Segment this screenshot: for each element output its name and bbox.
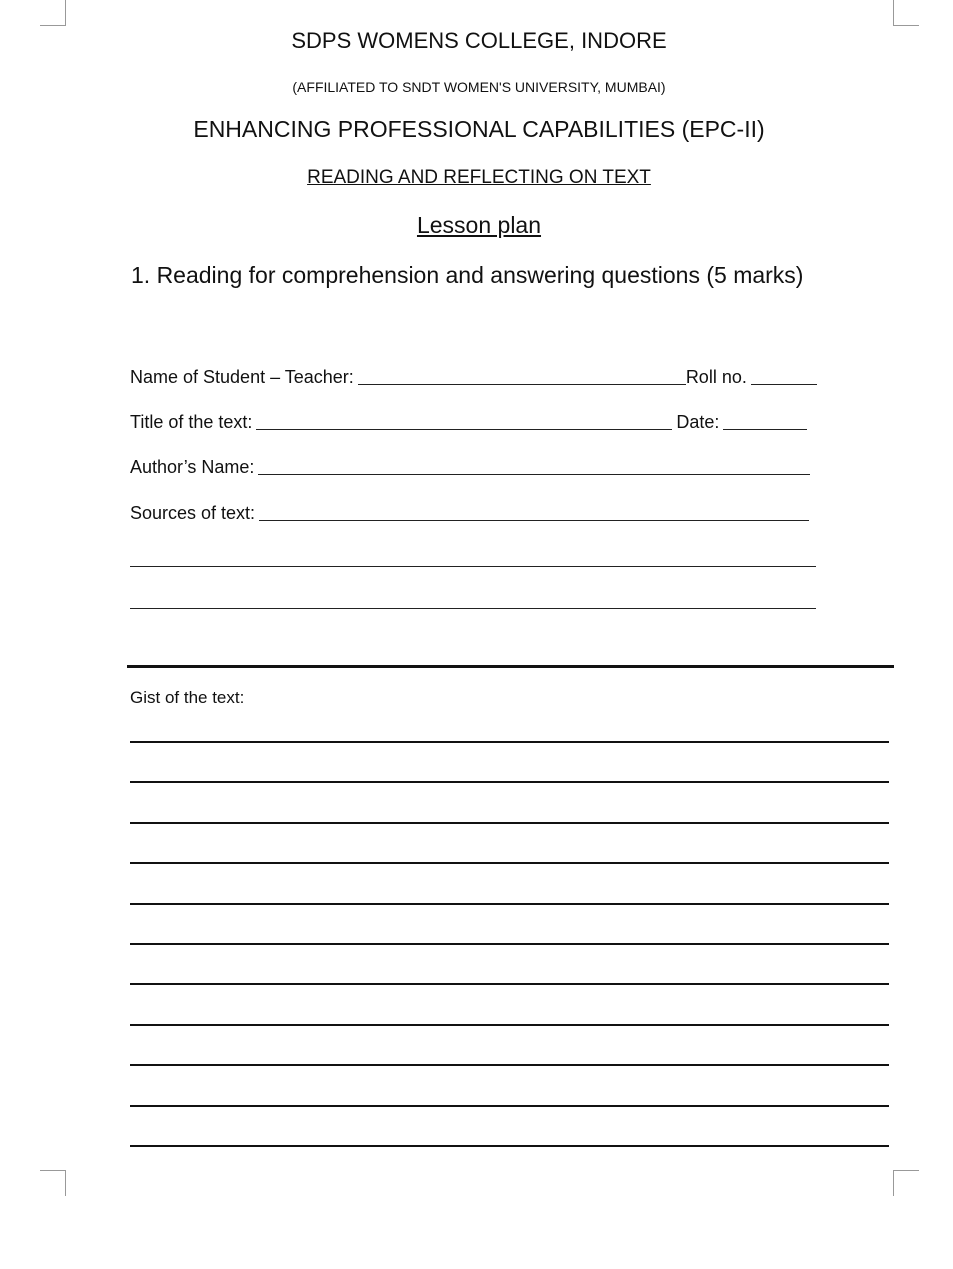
sources-blank-line[interactable] — [130, 608, 816, 609]
author-label: Author’s Name: — [130, 457, 255, 477]
subject-title: READING AND REFLECTING ON TEXT — [307, 167, 651, 188]
name-blank[interactable] — [358, 383, 686, 385]
author-blank[interactable] — [258, 473, 810, 475]
crop-mark-top-left — [40, 25, 66, 26]
gist-answer-line[interactable] — [130, 983, 889, 985]
author-row — [130, 454, 814, 478]
gist-answer-line[interactable] — [130, 1105, 889, 1107]
crop-mark-top-right — [893, 25, 919, 26]
name-label: Name of Student – Teacher: — [130, 367, 354, 387]
section-divider — [127, 665, 894, 668]
title-label: Title of the text: — [130, 412, 253, 432]
crop-mark-bottom-right — [893, 1170, 894, 1196]
crop-mark-top-right — [893, 0, 894, 26]
gist-answer-line[interactable] — [130, 903, 889, 905]
sources-label: Sources of text: — [130, 503, 256, 523]
roll-blank[interactable] — [751, 383, 817, 385]
crop-mark-top-left — [65, 0, 66, 26]
section-heading: 1. Reading for comprehension and answering questions (5 marks) — [131, 262, 804, 288]
college-name: SDPS WOMENS COLLEGE, INDORE — [291, 28, 667, 53]
course-title: ENHANCING PROFESSIONAL CAPABILITIES (EPC-II) — [193, 116, 765, 142]
gist-answer-line[interactable] — [130, 781, 889, 783]
gist-answer-line[interactable] — [130, 1145, 889, 1147]
gist-answer-line[interactable] — [130, 822, 889, 824]
sources-blank-line[interactable] — [130, 566, 816, 567]
crop-mark-bottom-right — [893, 1170, 919, 1171]
date-blank[interactable] — [723, 428, 807, 430]
gist-answer-line[interactable] — [130, 1024, 889, 1026]
affiliation: (AFFILIATED TO SNDT WOMEN'S UNIVERSITY, MUMBAI) — [292, 79, 666, 95]
gist-answer-line[interactable] — [130, 862, 889, 864]
date-label: Date: — [676, 412, 720, 432]
gist-label: Gist of the text: — [130, 688, 245, 707]
doc-type: Lesson plan — [416, 212, 542, 238]
roll-label: Roll no. — [685, 367, 747, 387]
crop-mark-bottom-left — [40, 1170, 66, 1171]
name-row — [130, 364, 821, 388]
gist-answer-line[interactable] — [130, 1064, 889, 1066]
sources-row — [130, 500, 813, 524]
sources-blank[interactable] — [259, 519, 809, 521]
title-blank[interactable] — [256, 428, 672, 430]
gist-answer-line[interactable] — [130, 943, 889, 945]
crop-mark-bottom-left — [65, 1170, 66, 1196]
gist-answer-line[interactable] — [130, 741, 889, 743]
title-row — [130, 409, 811, 433]
